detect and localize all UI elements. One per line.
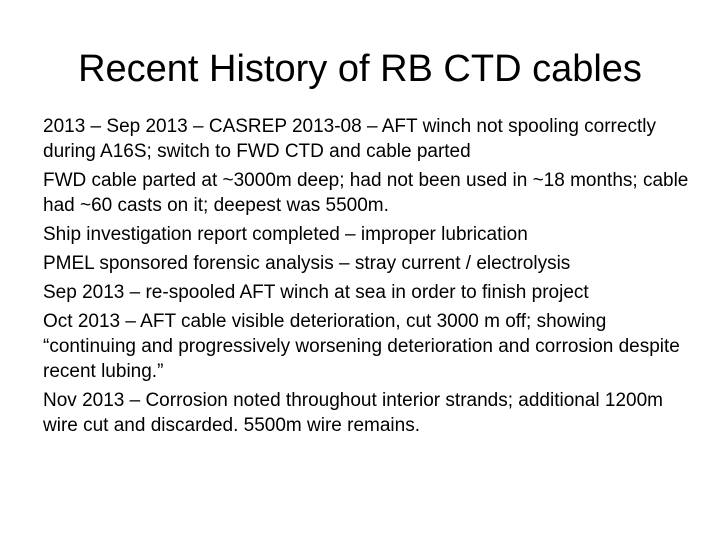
list-item: Nov 2013 – Corrosion noted throughout interior strands; additional 1200m wire cut and discarded. 5500m wire remains. — [43, 390, 663, 436]
bullet-list — [43, 114, 693, 442]
list-item: Sep 2013 – re-spooled AFT winch at sea in order to finish project — [43, 282, 589, 303]
list-item: PMEL sponsored forensic analysis – stray current / electrolysis — [43, 253, 571, 274]
list-item: 2013 – Sep 2013 – CASREP 2013-08 – AFT winch not spooling correctly during A16S; switch to FWD CTD and cable parted — [43, 116, 656, 162]
slide-title: Recent History of RB CTD cables — [78, 48, 642, 90]
list-item: FWD cable parted at ~3000m deep; had not been used in ~18 months; cable had ~60 casts on it; deepest was 5500m. — [43, 170, 689, 216]
list-item: Ship investigation report completed – improper lubrication — [43, 224, 528, 245]
list-item: Oct 2013 – AFT cable visible deterioration, cut 3000 m off; showing “continuing and progressively worsening deterioration and corrosion despite recent lubing.” — [43, 311, 680, 382]
